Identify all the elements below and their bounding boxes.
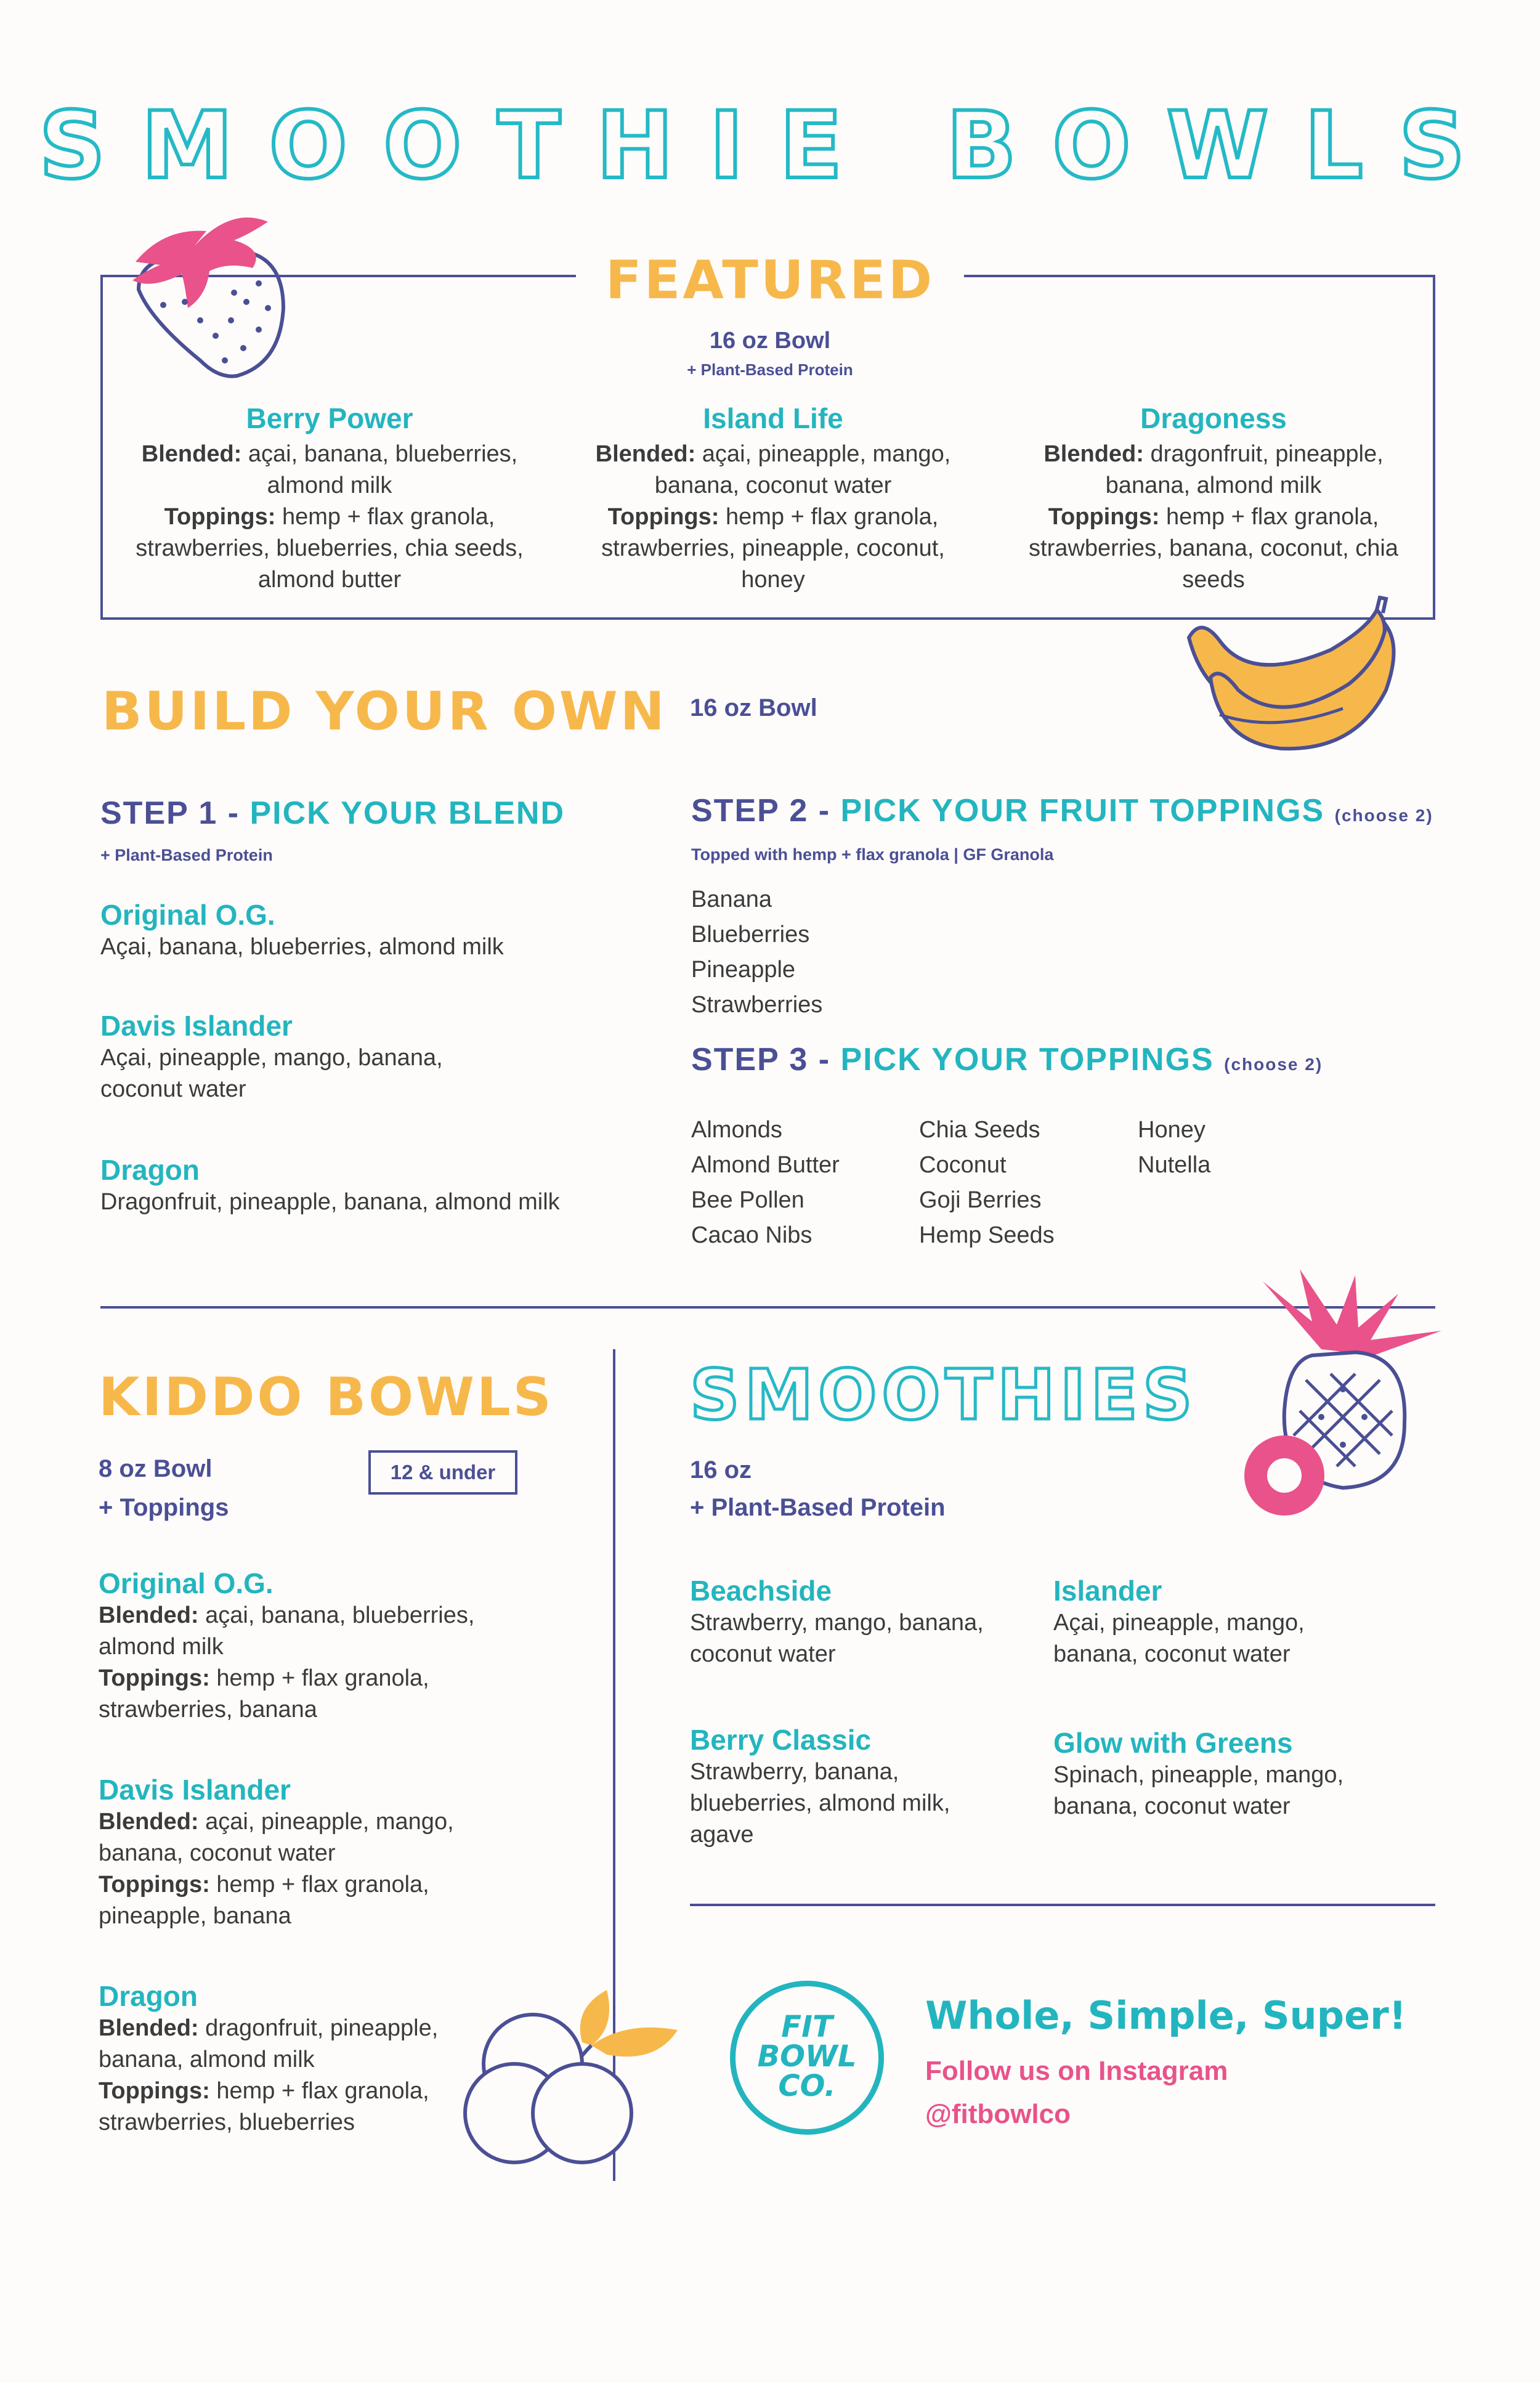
step1-heading: STEP 1 - PICK YOUR BLEND [100, 795, 565, 831]
pineapple-icon [1232, 1269, 1460, 1540]
page-title: SMOOTHIE BOWLS [39, 92, 1501, 200]
blueberries-icon [459, 1984, 681, 2169]
blend-desc: Dragonfruit, pineapple, banana, almond milk [100, 1189, 560, 1215]
tagline: Whole, Simple, Super! [925, 1993, 1406, 2038]
step3-heading: STEP 3 - PICK YOUR TOPPINGS (choose 2) [691, 1042, 1323, 1078]
smoothies-addon: + Plant-Based Protein [690, 1494, 946, 1521]
smoothie-glow-with-greens [1053, 1726, 1398, 1822]
list-item: Almonds [691, 1117, 782, 1143]
item-name: Islander [1053, 1575, 1162, 1607]
item-desc: Blended: açai, banana, blueberries, almond milk Toppings: hemp + flax granola, strawberries, blueberries, chia seeds, almond butter [136, 441, 524, 593]
build-heading: BUILD YOUR OWN [102, 681, 667, 742]
item-desc: Blended: açai, pineapple, mango, banana, coconut water Toppings: hemp + flax granola, pineapple, banana [99, 1809, 454, 1929]
featured-item-berry-power [114, 402, 545, 596]
smoothie-beachside [690, 1574, 1035, 1670]
blend-original [100, 898, 655, 963]
item-name: Original O.G. [99, 1567, 274, 1599]
featured-box-right [1433, 275, 1435, 620]
list-item: Pineapple [691, 957, 796, 983]
list-item: Honey [1138, 1117, 1206, 1143]
smoothies-divider [690, 1904, 1435, 1906]
smoothies-size: 16 oz [690, 1456, 752, 1484]
item-desc: Blended: dragonfruit, pineapple, banana, almond milk Toppings: hemp + flax granola, strawberries, banana, coconut, chia seeds [1029, 441, 1398, 593]
item-desc: Açai, pineapple, mango, banana, coconut water [1053, 1610, 1305, 1667]
list-item: Almond Butter [691, 1152, 840, 1178]
list-item: Hemp Seeds [919, 1222, 1055, 1248]
blend-dragon [100, 1153, 686, 1218]
blend-desc: Açai, pineapple, mango, banana, coconut water [100, 1045, 443, 1102]
list-item: Nutella [1138, 1152, 1211, 1178]
build-size: 16 oz Bowl [690, 694, 817, 721]
toppings-col3 [1138, 1113, 1210, 1183]
kiddo-size: 8 oz Bowl [99, 1455, 213, 1482]
item-desc: Blended: dragonfruit, pineapple, banana, almond milk Toppings: hemp + flax granola, strawberries, blueberries [99, 2015, 439, 2135]
step1-sub: + Plant-Based Protein [100, 846, 273, 864]
kiddo-item-davis-islander [99, 1773, 530, 1932]
item-name: Dragon [99, 1980, 198, 2012]
featured-size: 16 oz Bowl [709, 328, 831, 354]
fruit-list [691, 882, 822, 1023]
featured-heading: FEATURED [605, 250, 935, 311]
kiddo-heading: KIDDO BOWLS [99, 1366, 554, 1428]
smoothie-islander [1053, 1574, 1374, 1670]
step2-heading: STEP 2 - PICK YOUR FRUIT TOPPINGS (choose 2) [691, 793, 1433, 829]
item-desc: Blended: açai, pineapple, mango, banana, coconut water Toppings: hemp + flax granola, strawberries, pineapple, coconut, honey [595, 441, 951, 593]
age-badge: 12 & under [368, 1450, 517, 1495]
featured-item-dragoness [1026, 402, 1401, 596]
instagram-handle[interactable]: @fitbowlco [925, 2099, 1071, 2129]
item-desc: Strawberry, mango, banana, coconut water [690, 1610, 984, 1667]
item-name: Berry Classic [690, 1724, 872, 1756]
featured-box-top-right [964, 275, 1435, 277]
smoothies-heading: SMOOTHIES [690, 1355, 1198, 1435]
featured-item-island-life [576, 402, 970, 596]
item-desc: Spinach, pineapple, mango, banana, coconut water [1053, 1762, 1344, 1819]
list-item: Bee Pollen [691, 1187, 804, 1213]
instagram-follow: Follow us on Instagram [925, 2056, 1228, 2086]
kiddo-item-dragon [99, 1979, 493, 2138]
blend-name: Davis Islander [100, 1010, 293, 1042]
list-item: Banana [691, 887, 772, 912]
list-item: Cacao Nibs [691, 1222, 813, 1248]
smoothie-berry-classic [690, 1723, 1010, 1851]
kiddo-addon: + Toppings [99, 1494, 229, 1521]
blend-name: Dragon [100, 1154, 200, 1186]
item-name: Glow with Greens [1053, 1727, 1293, 1759]
item-desc: Strawberry, banana, blueberries, almond milk, agave [690, 1759, 950, 1848]
fit-bowl-logo: FIT BOWL CO. [730, 1981, 884, 2135]
banana-icon [1183, 591, 1411, 764]
toppings-col2 [919, 1113, 1055, 1253]
toppings-col1 [691, 1113, 840, 1253]
list-item: Goji Berries [919, 1187, 1042, 1213]
featured-box-left [100, 275, 103, 620]
item-name: Davis Islander [99, 1774, 291, 1806]
strawberry-icon [126, 203, 293, 382]
step2-sub: Topped with hemp + flax granola | GF Granola [691, 845, 1054, 864]
item-name: Berry Power [246, 402, 413, 434]
item-name: Dragoness [1140, 402, 1287, 434]
list-item: Coconut [919, 1152, 1007, 1178]
blend-davis-islander [100, 1009, 519, 1105]
item-name: Island Life [703, 402, 843, 434]
blend-name: Original O.G. [100, 899, 275, 931]
list-item: Strawberries [691, 992, 823, 1018]
featured-addon: + Plant-Based Protein [687, 360, 853, 379]
item-name: Beachside [690, 1575, 832, 1607]
kiddo-item-original [99, 1567, 530, 1726]
list-item: Blueberries [691, 922, 810, 948]
item-desc: Blended: açai, banana, blueberries, almond milk Toppings: hemp + flax granola, strawberries, banana [99, 1602, 475, 1723]
list-item: Chia Seeds [919, 1117, 1040, 1143]
blend-desc: Açai, banana, blueberries, almond milk [100, 934, 504, 960]
